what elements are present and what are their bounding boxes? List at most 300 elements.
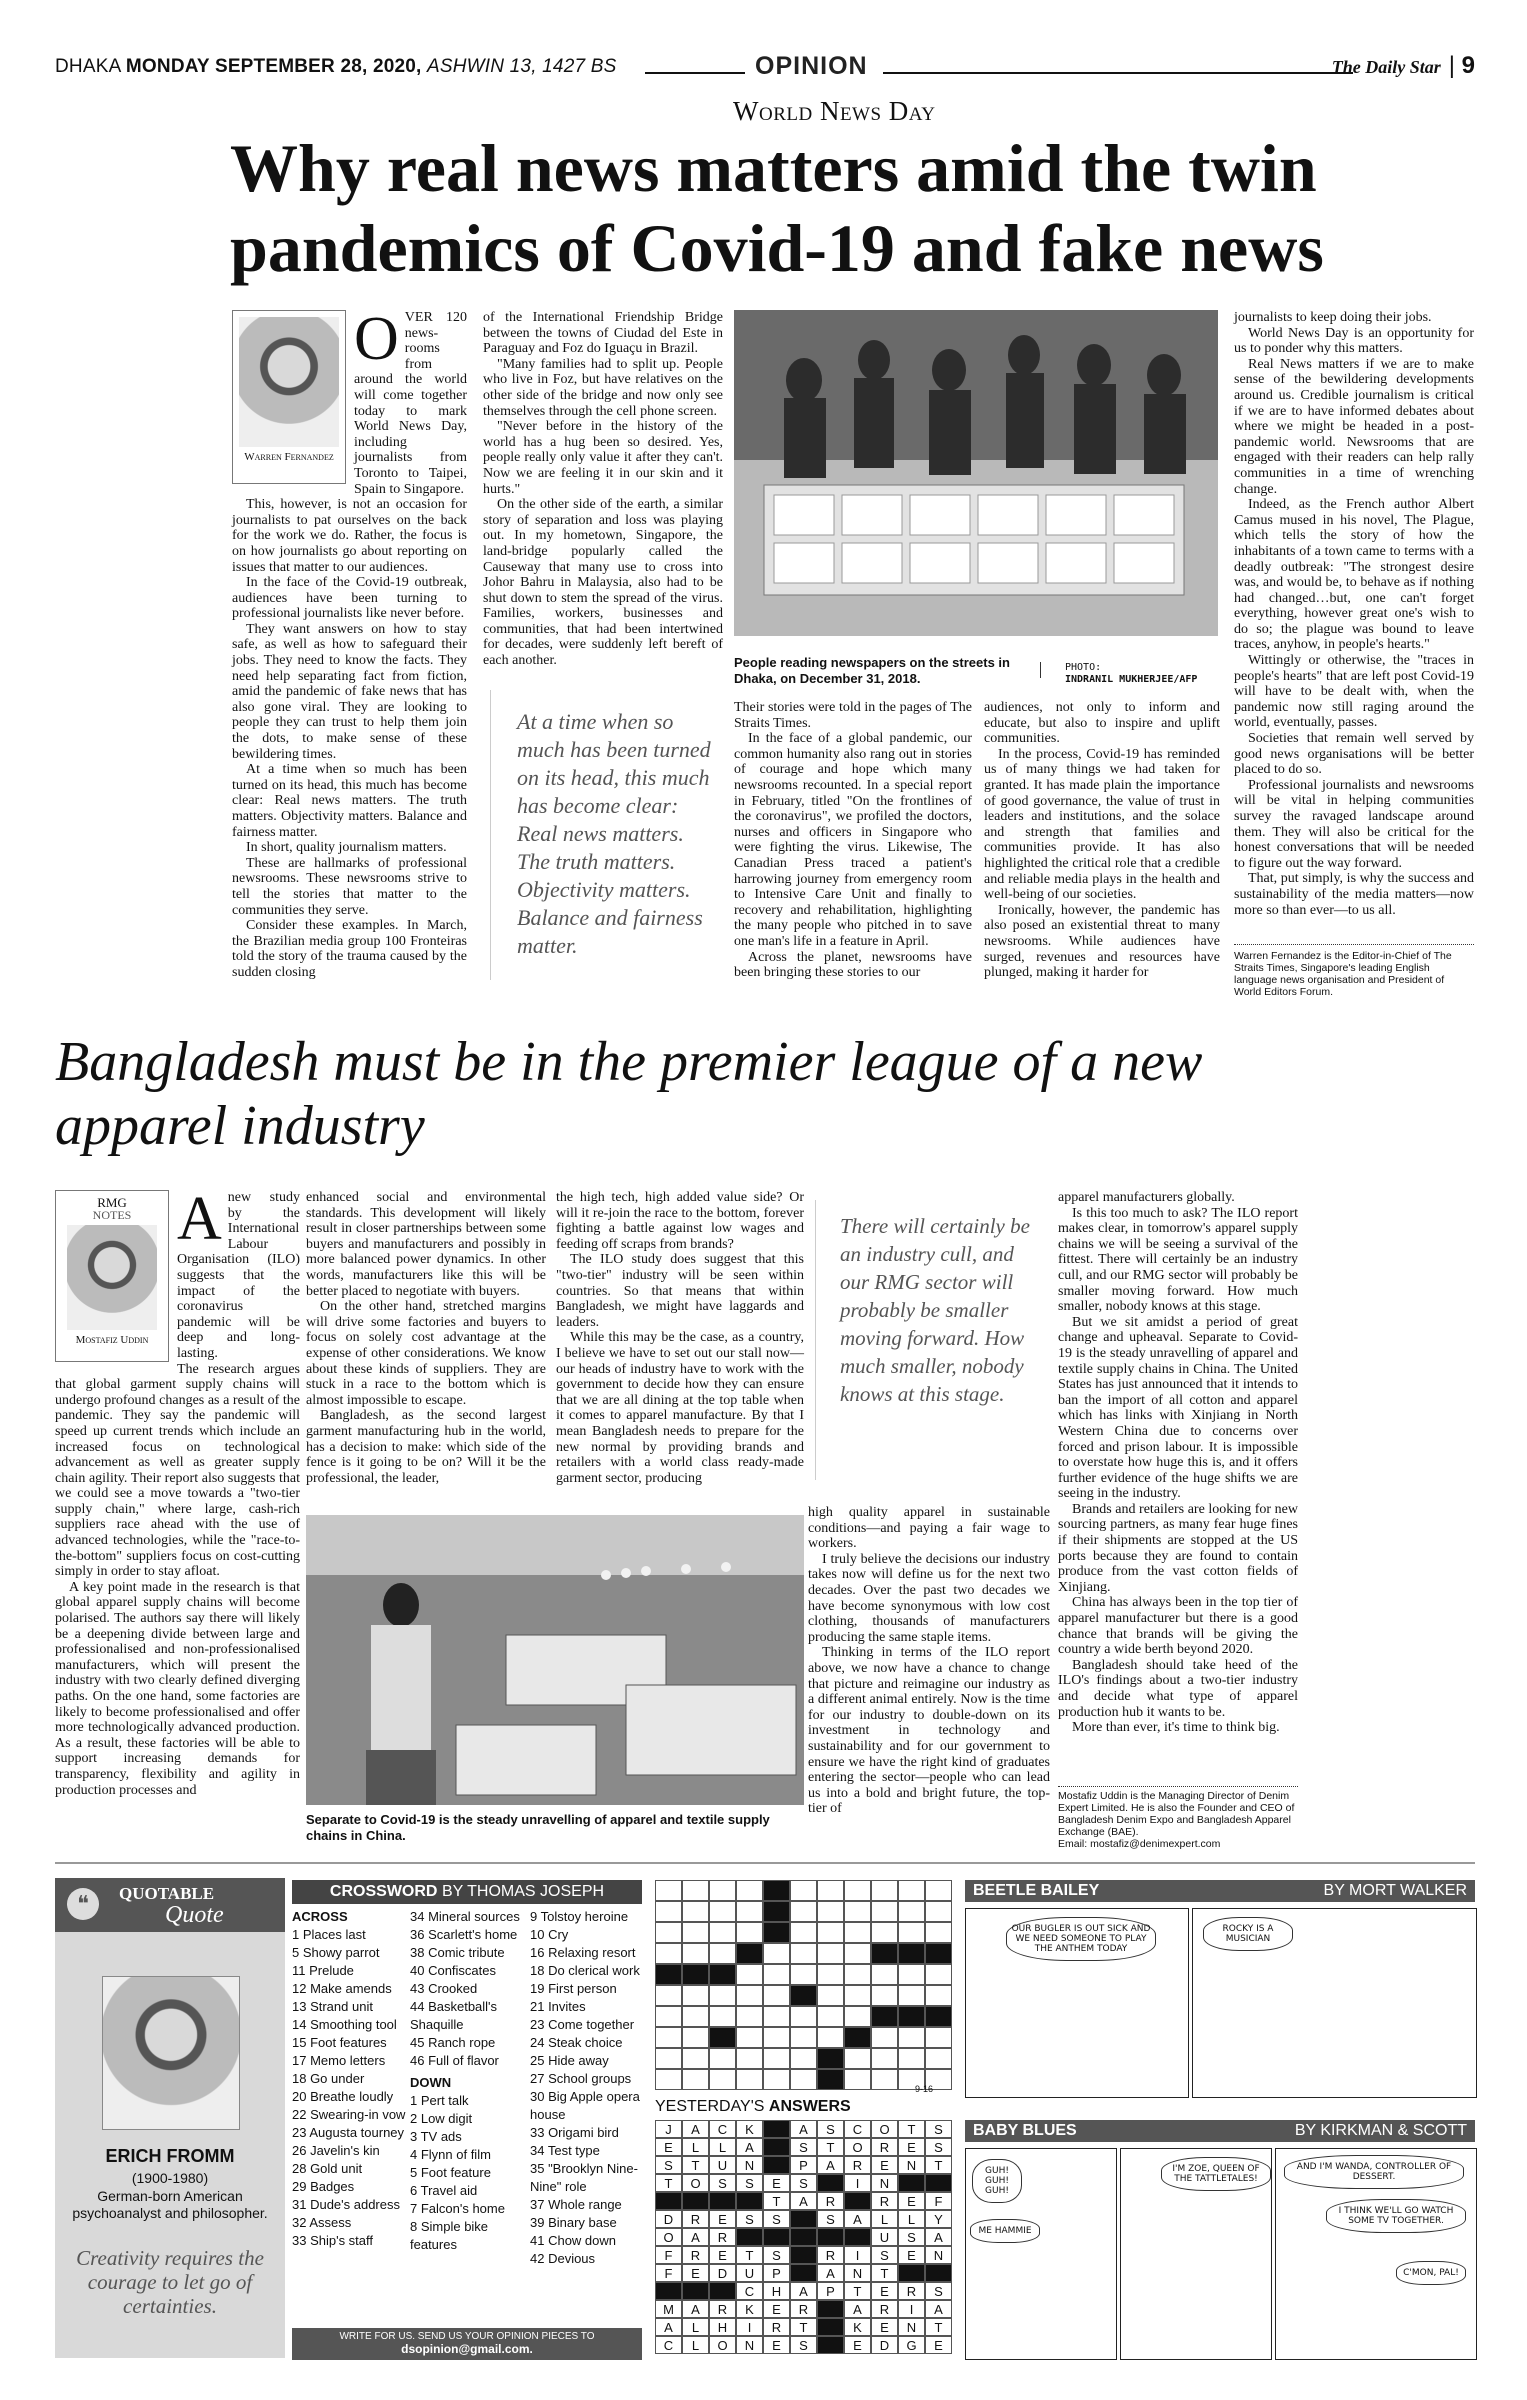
- crossword-cell: [655, 1901, 682, 1922]
- article1-photo-credit: PHOTO: INDRANIL MUKHERJEE/AFP: [1065, 662, 1198, 685]
- answer-cell: S: [790, 2174, 817, 2192]
- answer-cell: I: [844, 2246, 871, 2264]
- article1-col5: [1234, 310, 1474, 940]
- paragraph: On the other side of the earth, a similar story of separation and loss was playing out. In my hometown, Singapore, the land-bridge popularly called the Causeway that many use to cross into Johor Bahru in Malaysia, also had to be shut down to stem the spread of the virus. Families, workers, businesses and communities, that had been intertwined for decades, were suddenly left bereft of each another.: [483, 497, 723, 669]
- answer-cell: R: [682, 2210, 709, 2228]
- crossword-cell: [736, 2048, 763, 2069]
- answer-cell: C: [709, 2120, 736, 2138]
- answer-cell: M: [655, 2300, 682, 2318]
- crossword-cell: [763, 1964, 790, 1985]
- answer-cell: H: [763, 2282, 790, 2300]
- answer-cell: A: [790, 2282, 817, 2300]
- answer-cell: [655, 2282, 682, 2300]
- crossword-clue: 41 Chow down: [530, 2233, 616, 2248]
- crossword-cell: [898, 2006, 925, 2027]
- crossword-cell: [898, 1943, 925, 1964]
- crossword-clue: 29 Badges: [292, 2179, 355, 2194]
- answer-cell: T: [763, 2192, 790, 2210]
- answer-cell: E: [898, 2138, 925, 2156]
- answer-cell: [817, 2318, 844, 2336]
- crossword-cell: [655, 1922, 682, 1943]
- paragraph: On the other hand, stretched margins will drive some factories and buyers to focus on solely cost advantage at the expense of other considerations. We know about these kinds of suppliers. They are stuck in a race to the bottom which is almost impossible to escape.: [306, 1299, 546, 1408]
- crossword-clue: 40 Confiscates: [410, 1963, 496, 1978]
- beetle-panel-1: [965, 1908, 1189, 2098]
- crossword-cell: [898, 1964, 925, 1985]
- crossword-col3: [530, 1908, 646, 2268]
- answer-cell: L: [871, 2210, 898, 2228]
- paragraph: At a time when so much has been turned on its head, this much has become clear: Real news matters. The truth matters. Objectivity matters. Balance and fairness matter.: [232, 762, 467, 840]
- paragraph: They want answers on how to stay safe, as well as how to safeguard their jobs. They need to know the facts. They need help separating fact from fiction, amid the pandemic of fake news that has also gone viral. They are looking to people they can trust to help them join the dots, to make sense of these bewildering times.: [232, 621, 467, 762]
- crossword-clue: 33 Origami bird: [530, 2125, 619, 2140]
- speech-bubble: OUR BUGLER IS OUT SICK AND WE NEED SOMEONE TO PLAY THE ANTHEM TODAY: [1006, 1917, 1156, 1961]
- paragraph: "Many families had to split up. People who live in Foz, but have relatives on the other side of the bridge and now only see themselves through the cell phone screen.: [483, 356, 723, 419]
- crossword-cell: [898, 1880, 925, 1901]
- crossword-cell: [844, 1922, 871, 1943]
- speech-bubble: ROCKY IS A MUSICIAN: [1203, 1917, 1293, 1951]
- crossword-clue: 10 Cry: [530, 1927, 569, 1942]
- crossword-cell: [790, 2027, 817, 2048]
- answer-cell: R: [871, 2192, 898, 2210]
- answer-cell: T: [817, 2138, 844, 2156]
- answer-cell: A: [682, 2228, 709, 2246]
- pullquote-rule: [490, 690, 491, 980]
- answer-cell: O: [709, 2336, 736, 2354]
- newspaper-readers-illustration: [734, 310, 1218, 636]
- masthead: [55, 52, 1475, 82]
- answer-cell: A: [844, 2300, 871, 2318]
- answer-cell: R: [817, 2192, 844, 2210]
- answer-cell: A: [844, 2210, 871, 2228]
- crossword-clue: 15 Foot features: [292, 2035, 387, 2050]
- article1-col3: [734, 700, 972, 1000]
- crossword-clue: 27 School groups: [530, 2071, 632, 2086]
- crossword-cell: [871, 1922, 898, 1943]
- crossword-cell: [925, 2027, 952, 2048]
- quote-label: Quote: [165, 1902, 224, 1928]
- paragraph: A key point made in the research is that global apparel supply chains will become polarised. The authors say there will likely be a deepening divide between large and professionalised and non-professionalised manufacturers, which will present the industry with two clearly defined diverging paths. On the one hand, some factories are likely to become professionalised and offer more technologically advanced production. As a result, these factories will be able to support increasing demands for transparency, flexibility and agility in production processes and: [55, 1579, 300, 1798]
- blues-panel-2: [1120, 2148, 1272, 2360]
- answer-cell: A: [925, 2228, 952, 2246]
- masthead-right: The Daily Star | 9: [1331, 52, 1475, 79]
- opinion-email: dsopinion@gmail.com.: [401, 2342, 533, 2356]
- crossword-cell: [817, 2069, 844, 2090]
- crossword-cell: [709, 2069, 736, 2090]
- crossword-cell: [709, 1922, 736, 1943]
- answer-cell: U: [709, 2156, 736, 2174]
- crossword-clue: 26 Javelin's kin: [292, 2143, 380, 2158]
- baby-blues-header: BABY BLUES BY KIRKMAN & SCOTT: [965, 2120, 1475, 2142]
- answer-cell: H: [709, 2318, 736, 2336]
- crossword-clue: 5 Foot feature: [410, 2165, 491, 2180]
- crossword-cell: [709, 1964, 736, 1985]
- answer-cell: E: [763, 2300, 790, 2318]
- crossword-cell: [817, 1922, 844, 1943]
- answer-cell: R: [898, 2282, 925, 2300]
- author-photo: [239, 317, 339, 447]
- crossword-clue: 43 Crooked: [410, 1981, 478, 1996]
- answer-cell: A: [790, 2120, 817, 2138]
- lead-paragraph: new study by the International Labour Organisation (ILO) suggests that the impact of the coronavirus pandemic will be deep and long-lasting.: [177, 1190, 300, 1361]
- paragraph: Societies that remain well served by good news organisations will be better placed to do so.: [1234, 731, 1474, 778]
- paragraph: In short, quality journalism matters.: [246, 840, 447, 856]
- lead-paragraph: VER 120 news-rooms from around the world will come together today to mark World News Day, including journalists from Toronto to Taipei, Spain to Singapore.: [354, 310, 467, 497]
- answer-cell: A: [682, 2120, 709, 2138]
- answer-cell: P: [817, 2282, 844, 2300]
- paragraph: Across the planet, newsrooms have been bringing these stories to our: [734, 949, 972, 981]
- paragraph: Thinking in terms of the ILO report above, we now have a chance to change that picture and reimagine our industry as a different animal entirely. Now is the time for our industry to double-down on its investment in technology and sustainability and for our government to ensure we have the right kind of graduates entering the sector—people who can lead us into a bold and bright future, the top-tier of: [808, 1645, 1050, 1817]
- crossword-cell: [709, 2027, 736, 2048]
- answer-cell: [763, 2156, 790, 2174]
- article2-photo-caption: Separate to Covid-19 is the steady unravelling of apparel and textile supply chains in China.: [306, 1812, 770, 1843]
- paragraph: Wittingly or otherwise, the "traces in people's hearts" that are left post Covid-19 will have to be dealt with, when the pandemic now still raging around the world, eventually, passes.: [1234, 653, 1474, 731]
- section-divider: [55, 1862, 1475, 1864]
- crossword-cell: [763, 2027, 790, 2048]
- masthead-rule-left: [645, 72, 745, 74]
- answer-cell: S: [736, 2210, 763, 2228]
- answer-cell: L: [682, 2318, 709, 2336]
- crossword-cell: [682, 1943, 709, 1964]
- answer-cell: T: [925, 2156, 952, 2174]
- answer-cell: T: [736, 2246, 763, 2264]
- article2-photo: [306, 1515, 804, 1805]
- paragraph: The ILO study does suggest that this "two-tier" industry will be seen within countries. So that means that within Bangladesh, we might have laggards and leaders.: [556, 1252, 804, 1330]
- answer-cell: E: [925, 2336, 952, 2354]
- answer-cell: N: [898, 2318, 925, 2336]
- crossword-cell: [925, 1943, 952, 1964]
- pullquote-rule: [815, 1200, 816, 1480]
- crossword-cell: [817, 1880, 844, 1901]
- crossword-cell: [655, 1880, 682, 1901]
- quote-author-name: ERICH FROMM: [105, 2146, 235, 2166]
- crossword-cell: [817, 2048, 844, 2069]
- answer-cell: [655, 2192, 682, 2210]
- crossword-cell: [763, 2048, 790, 2069]
- write-for-us-banner: WRITE FOR US. SEND US YOUR OPINION PIECES TO dsopinion@gmail.com.: [292, 2328, 642, 2360]
- paragraph: I truly believe the decisions our industry takes now will define us for the next two decades. Over the past two decades we have become synonymous with low cost clothing, thousands of manufacturers producing the same staple items.: [808, 1551, 1050, 1645]
- column-tag-bottom: NOTES: [92, 1208, 132, 1222]
- crossword-cell: [871, 1985, 898, 2006]
- crossword-cell: [736, 1943, 763, 1964]
- author-photo: [67, 1225, 157, 1330]
- answer-cell: C: [736, 2282, 763, 2300]
- answer-cell: F: [655, 2246, 682, 2264]
- crossword-cell: [898, 2048, 925, 2069]
- answer-cell: [790, 2228, 817, 2246]
- crossword-clue: 42 Devious: [530, 2251, 596, 2266]
- article2-bio: Mostafiz Uddin is the Managing Director of Denim Expert Limited. He is also the Founder and CEO of Bangladesh Denim Expo and Bangladesh Apparel Exchange (BAE). Email: mostafiz@denimexpert.com: [1058, 1790, 1298, 1850]
- crossword-clue: 18 Do clerical work: [530, 1963, 640, 1978]
- answer-cell: [736, 2228, 763, 2246]
- caption-separator: [1040, 662, 1041, 678]
- crossword-clue: 13 Strand unit: [292, 1999, 373, 2014]
- paragraph: audiences, not only to inform and educate, but also to inspire and uplift communities.: [984, 700, 1220, 747]
- crossword-cell: [682, 2048, 709, 2069]
- answer-cell: T: [844, 2282, 871, 2300]
- crossword-clue: 12 Make amends: [292, 1981, 392, 1996]
- blues-panel-1: [965, 2148, 1117, 2360]
- crossword-cell: [790, 1901, 817, 1922]
- answer-cell: J: [655, 2120, 682, 2138]
- paragraph: While this may be the case, as a country, I believe we have to set out our stall now—our heads of industry have to work with the government to decide how they can ensure that we are all dining at the top table when it comes to apparel manufacture. By that I mean Bangladesh needs to prepare for the new normal by providing brands and retailers with a world class ready-made garment sector, producing: [556, 1330, 804, 1486]
- crossword-cell: [736, 1964, 763, 1985]
- crossword-cell: [655, 1943, 682, 1964]
- quote-icon: ❝: [67, 1888, 99, 1920]
- answer-cell: [763, 2228, 790, 2246]
- crossword-cell: [844, 2048, 871, 2069]
- crossword-cell: [736, 1985, 763, 2006]
- crossword-cell: [682, 1880, 709, 1901]
- answer-cell: E: [763, 2174, 790, 2192]
- answer-cell: N: [736, 2336, 763, 2354]
- answer-cell: E: [709, 2210, 736, 2228]
- crossword-cell: [925, 2006, 952, 2027]
- newspaper-logo: The Daily Star: [1331, 57, 1441, 77]
- crossword-cell: [871, 1943, 898, 1964]
- answer-cell: [898, 2264, 925, 2282]
- answer-cell: [763, 2138, 790, 2156]
- answer-cell: E: [709, 2246, 736, 2264]
- answer-cell: I: [844, 2174, 871, 2192]
- answers-header: YESTERDAY'S ANSWERS: [655, 2098, 851, 2115]
- crossword-cell: [817, 2006, 844, 2027]
- beetle-bailey-header: BEETLE BAILEY BY MORT WALKER: [965, 1880, 1475, 1902]
- crossword-header: CROSSWORD BY THOMAS JOSEPH: [292, 1880, 642, 1904]
- paragraph: More than ever, it's time to think big.: [1072, 1720, 1280, 1736]
- speech-bubble: C'MON, PAL!: [1396, 2261, 1466, 2285]
- answer-cell: E: [871, 2156, 898, 2174]
- crossword-cell: [817, 1943, 844, 1964]
- crossword-clue: 11 Prelude: [292, 1963, 354, 1978]
- crossword-cell: [790, 1880, 817, 1901]
- answer-cell: S: [925, 2138, 952, 2156]
- crossword-clue: 16 Relaxing resort: [530, 1945, 636, 1960]
- answer-cell: [817, 2300, 844, 2318]
- paragraph: These are hallmarks of professional newsrooms. These newsrooms strive to tell the stories that matter to the communities they serve.: [232, 855, 467, 918]
- speech-bubble: I'M ZOE, QUEEN OF THE TATTLETALES!: [1161, 2157, 1271, 2191]
- answer-cell: T: [682, 2156, 709, 2174]
- answer-cell: N: [925, 2246, 952, 2264]
- crossword-cell: [844, 1964, 871, 1985]
- answer-cell: N: [898, 2156, 925, 2174]
- crossword-clue: 18 Go under: [292, 2071, 365, 2086]
- crossword-cell: [898, 1922, 925, 1943]
- answer-cell: L: [898, 2210, 925, 2228]
- answer-cell: [925, 2264, 952, 2282]
- answer-cell: R: [790, 2300, 817, 2318]
- answer-cell: N: [736, 2156, 763, 2174]
- answer-cell: R: [871, 2138, 898, 2156]
- answer-cell: S: [763, 2246, 790, 2264]
- answer-cell: E: [682, 2264, 709, 2282]
- crossword-cell: [682, 2006, 709, 2027]
- answer-cell: T: [871, 2264, 898, 2282]
- crossword-cell: [763, 2069, 790, 2090]
- quote-author-years: (1900-1980): [131, 2170, 209, 2186]
- answer-cell: [817, 2228, 844, 2246]
- answer-cell: A: [817, 2156, 844, 2174]
- crossword-clue: 44 Basketball's Shaquille: [410, 1999, 498, 2032]
- article1-col4: [984, 700, 1220, 1000]
- paragraph: But we sit amidst a period of great change and upheaval. Separate to Covid-19 is the steady unravelling of apparel and textile supply chains in China. The United States has just announced that it intends to ban the import of all cotton and apparel which has links with Xinjiang in North Western China due to concerns over forced and prison labour. It is impossible to overstate how huge this is, and it offers further evidence of the huge shifts we are seeing in the industry.: [1058, 1314, 1298, 1502]
- quote-author-desc: German-born American psychoanalyst and philosopher.: [72, 2188, 268, 2221]
- crossword-cell: [790, 1922, 817, 1943]
- speech-bubble: GUH! GUH! GUH!: [972, 2159, 1022, 2203]
- author-name: Mostafiz Uddin: [75, 1334, 149, 1346]
- article2-col4: [808, 1505, 1050, 1845]
- paragraph: Real News matters if we are to make sense of the bewildering developments around us. Credible journalism is critical if we are to have informed debates about where we might be headed in a post-pandemic world. Newsrooms that are engaged with their readers can help rally communities in a time of wrenching change.: [1234, 356, 1474, 497]
- answer-cell: E: [655, 2138, 682, 2156]
- article1-headline: Why real news matters amid the twin pandemics of Covid-19 and fake news: [230, 130, 1324, 286]
- crossword-clue: 17 Memo letters: [292, 2053, 386, 2068]
- paragraph: China has always been in the top tier of apparel manufacturer but there is a good chance that brands will be giving the country a wide berth beyond 2020.: [1058, 1595, 1298, 1658]
- crossword-clue: 25 Hide away: [530, 2053, 609, 2068]
- answer-cell: U: [736, 2264, 763, 2282]
- quotable-quote-box: [55, 1878, 285, 2358]
- answer-cell: R: [709, 2300, 736, 2318]
- article2-headline: Bangladesh must be in the premier league of a new apparel industry: [55, 1031, 1203, 1157]
- crossword-cell: [763, 1922, 790, 1943]
- answer-cell: S: [871, 2246, 898, 2264]
- answer-cell: P: [790, 2156, 817, 2174]
- crossword-clue: 4 Flynn of film: [410, 2147, 491, 2162]
- crossword-cell: [817, 1985, 844, 2006]
- answer-cell: F: [925, 2192, 952, 2210]
- answer-cell: [763, 2120, 790, 2138]
- crossword-cell: [736, 1880, 763, 1901]
- crossword-cell: [655, 2048, 682, 2069]
- speech-bubble: I THINK WE'LL GO WATCH SOME TV TOGETHER.: [1326, 2199, 1466, 2233]
- answer-cell: E: [871, 2318, 898, 2336]
- answer-cell: Y: [925, 2210, 952, 2228]
- answer-cell: E: [844, 2336, 871, 2354]
- answers-grid: [655, 2120, 955, 2360]
- answer-cell: T: [790, 2318, 817, 2336]
- crossword-clue: 24 Steak choice: [530, 2035, 623, 2050]
- paragraph: the high tech, high added value side? Or will it re-join the race to the bottom, forever fighting a battle against low wages and feeding off scraps from brands?: [556, 1190, 804, 1252]
- crossword-clue: 21 Invites: [530, 1999, 586, 2014]
- crossword-clue: 35 "Brooklyn Nine-Nine" role: [530, 2161, 638, 2194]
- speech-bubble: AND I'M WANDA, CONTROLLER OF DESSERT.: [1284, 2155, 1464, 2189]
- crossword-clue: 38 Comic tribute: [410, 1945, 505, 1960]
- crossword-cell: [871, 1880, 898, 1901]
- crossword-clue: 22 Swearing-in vow: [292, 2107, 406, 2122]
- crossword-clue: 31 Dude's address: [292, 2197, 400, 2212]
- answer-cell: R: [682, 2246, 709, 2264]
- crossword-cell: [709, 1985, 736, 2006]
- crossword-cell: [898, 1901, 925, 1922]
- crossword-clue: 1 Places last: [292, 1927, 366, 1942]
- crossword-clue: 33 Ship's staff: [292, 2233, 374, 2248]
- answer-cell: D: [709, 2264, 736, 2282]
- crossword-clue: 3 TV ads: [410, 2129, 462, 2144]
- answer-cell: [925, 2174, 952, 2192]
- answer-cell: [682, 2192, 709, 2210]
- answer-cell: [844, 2228, 871, 2246]
- erich-fromm-portrait: [102, 1976, 240, 2130]
- crossword-cell: [655, 2006, 682, 2027]
- answer-cell: D: [655, 2210, 682, 2228]
- paragraph: of the International Friendship Bridge between the towns of Ciudad del Este in Paraguay and Foz do Iguaçu in Brazil.: [483, 310, 723, 357]
- crossword-cell: [844, 1985, 871, 2006]
- paragraph: "Never before in the history of the world has a hug been so desired. Yes, people really only value it after they can't. Now we are feeling it in our skin and it hurts.": [483, 419, 723, 497]
- answer-cell: R: [871, 2300, 898, 2318]
- column-tag-top: RMG: [97, 1195, 127, 1210]
- crossword-clue: 46 Full of flavor: [410, 2053, 499, 2068]
- crossword-cell: [763, 1880, 790, 1901]
- paragraph: The research argues that global garment supply chains will undergo profound changes as a result of the pandemic. They say the pandemic will speed up current trends which include an increased focus on technological advancement as well as greater supply chain agility. Their report also suggests that we could see a move towards a "two-tier supply chain," where large, cash-rich suppliers race ahead with the use of advanced technologies, while the "race-to-the-bottom" suppliers focus on cost-cutting simply in order to stay afloat.: [55, 1361, 300, 1580]
- crossword-clue: 34 Mineral sources: [410, 1909, 520, 1924]
- crossword-cell: [871, 2027, 898, 2048]
- crossword-clue: 9 Tolstoy heroine: [530, 1909, 629, 1924]
- crossword-cell: [925, 1880, 952, 1901]
- crossword-clue: 32 Assess: [292, 2215, 352, 2230]
- paragraph: Bangladesh should take heed of the ILO's findings about a two-tier industry and decide what type of apparel production hub it wants to be.: [1058, 1657, 1298, 1720]
- answer-cell: F: [655, 2264, 682, 2282]
- crossword-cell: [790, 1964, 817, 1985]
- article1-photo: [734, 310, 1218, 636]
- crossword-clue: 23 Augusta tourney: [292, 2125, 405, 2140]
- factory-illustration: [306, 1515, 804, 1805]
- crossword-cell: [655, 2027, 682, 2048]
- crossword-cell: [763, 1943, 790, 1964]
- crossword-clue: 28 Gold unit: [292, 2161, 363, 2176]
- answer-cell: T: [898, 2120, 925, 2138]
- answer-cell: O: [871, 2120, 898, 2138]
- crossword-cell: [682, 1901, 709, 1922]
- crossword-clue: 7 Falcon's home: [410, 2201, 505, 2216]
- paragraph: World News Day is an opportunity for us to ponder why this matters.: [1234, 325, 1474, 357]
- crossword-cell: [736, 2027, 763, 2048]
- crossword-cell: [790, 2048, 817, 2069]
- dateline: DHAKA MONDAY SEPTEMBER 28, 2020, ASHWIN 13, 1427 BS: [55, 56, 617, 77]
- answer-cell: L: [682, 2336, 709, 2354]
- crossword-cell: [844, 2027, 871, 2048]
- crossword-across-col1: ACROSS 1 Places last 5 Showy parrot 11 Prelude 12 Make amends 13 Strand unit 14 Smoothing tool 15 Foot features 17 Memo letters 18 Go under 20 Breathe loudly 22 Swearing-in vow 23 Augusta tourney 26 Javelin's kin 28 Gold unit 29 Badges 31 Dude's address 32 Assess 33 Ship's staff: [292, 1908, 408, 2250]
- crossword-grid: [655, 1880, 955, 2120]
- paragraph: apparel manufacturers globally.: [1058, 1190, 1235, 1205]
- crossword-clue: 20 Breathe loudly: [292, 2089, 394, 2104]
- crossword-cell: [709, 2006, 736, 2027]
- paragraph: Consider these examples. In March, the Brazilian media group 100 Fronteiras told the story of the trauma caused by the sudden closing: [232, 918, 467, 980]
- answer-cell: E: [898, 2246, 925, 2264]
- author-email: Email: mostafiz@denimexpert.com: [1058, 1838, 1221, 1850]
- crossword-cell: [709, 1943, 736, 1964]
- crossword-cell: [790, 2006, 817, 2027]
- answer-cell: S: [655, 2156, 682, 2174]
- crossword-cell: [871, 1964, 898, 1985]
- crossword-cell: [682, 1964, 709, 1985]
- crossword-cell: [871, 2006, 898, 2027]
- crossword-cell: [682, 2069, 709, 2090]
- bio-divider: [1058, 1786, 1298, 1787]
- answer-cell: T: [655, 2174, 682, 2192]
- paragraph: Ironically, however, the pandemic has also posed an existential threat to many newsrooms. While audiences have surged, revenues and resources have plunged, making it harder for: [984, 902, 1220, 981]
- answer-cell: [682, 2282, 709, 2300]
- crossword-cell: [844, 2006, 871, 2027]
- crossword-cell: [844, 1901, 871, 1922]
- answer-cell: R: [844, 2156, 871, 2174]
- answer-cell: S: [790, 2138, 817, 2156]
- answer-cell: A: [655, 2318, 682, 2336]
- crossword-clue: 19 First person: [530, 1981, 617, 1996]
- crossword-cell: [763, 2006, 790, 2027]
- crossword-clue: 30 Big Apple opera house: [530, 2089, 640, 2122]
- answer-cell: [790, 2264, 817, 2282]
- crossword-cell: [925, 1901, 952, 1922]
- crossword-cell: [898, 1985, 925, 2006]
- quote-text: Creativity requires the courage to let go of certainties.: [76, 2246, 264, 2318]
- answer-cell: E: [763, 2336, 790, 2354]
